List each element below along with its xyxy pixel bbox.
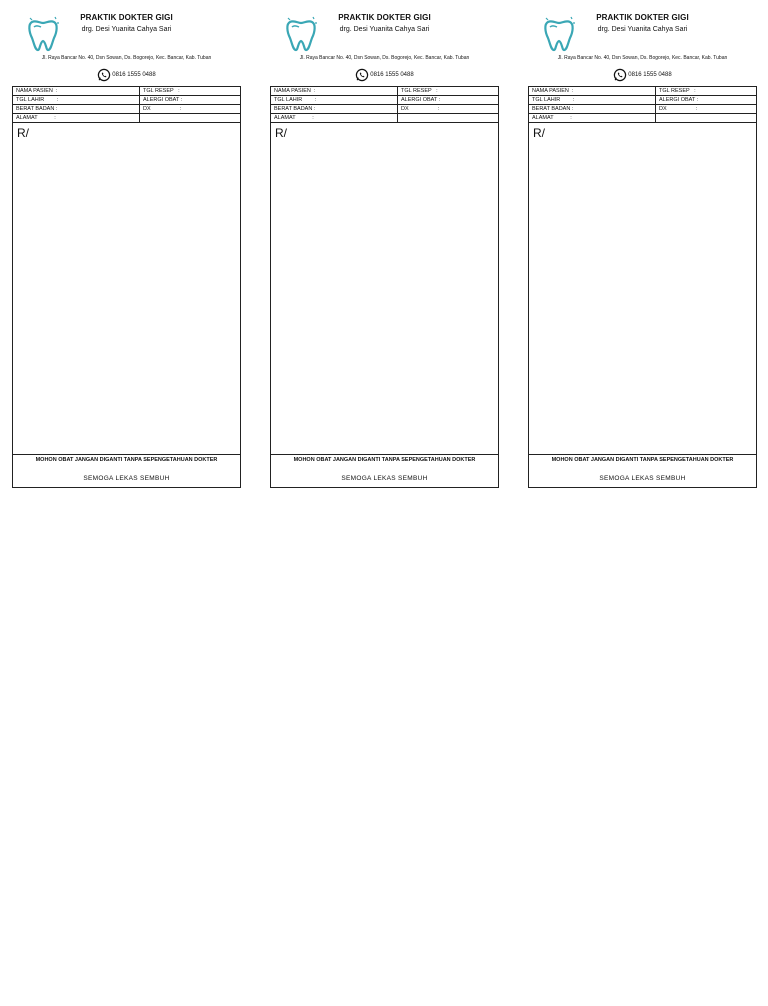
field-patient-name[interactable]: NAMA PASIEN :	[529, 87, 656, 95]
field-diagnosis[interactable]: DX :	[143, 106, 182, 112]
prescription-box	[528, 86, 757, 488]
field-drug-allergy[interactable]: ALERGI OBAT :	[143, 97, 183, 103]
practice-address: Jl. Raya Bancar No. 40, Dsn Sowan, Ds. Bogorejo, Kec. Bancar, Kab. Tuban	[557, 55, 728, 61]
sheet-header	[12, 12, 241, 86]
field-drug-allergy[interactable]: ALERGI OBAT :	[401, 97, 441, 103]
prescription-sheet	[12, 12, 241, 490]
field-row	[529, 114, 756, 123]
prescription-sheet	[528, 12, 757, 490]
sheet-header	[270, 12, 499, 86]
field-patient-name[interactable]: NAMA PASIEN :	[13, 87, 140, 95]
phone-line	[270, 68, 499, 82]
rx-symbol: R/	[17, 126, 29, 140]
field-body-weight[interactable]: BERAT BADAN :	[529, 105, 656, 113]
warning-text: MOHON OBAT JANGAN DIGANTI TANPA SEPENGETAHUAN DOKTER	[35, 457, 218, 463]
field-diagnosis[interactable]: DX :	[659, 106, 698, 112]
sheet-footer	[271, 454, 498, 490]
warning-text: MOHON OBAT JANGAN DIGANTI TANPA SEPENGETAHUAN DOKTER	[293, 457, 476, 463]
phone-number: 0816 1555 0488	[628, 72, 672, 78]
field-address[interactable]: ALAMAT :	[271, 114, 398, 122]
rx-symbol: R/	[533, 126, 545, 140]
phone-line	[528, 68, 757, 82]
field-prescription-date[interactable]: TGL RESEP :	[659, 88, 696, 94]
field-blank[interactable]	[398, 114, 498, 122]
field-row	[271, 87, 498, 96]
phone-number: 0816 1555 0488	[370, 72, 414, 78]
prescription-box	[12, 86, 241, 488]
rx-symbol: R/	[275, 126, 287, 140]
practice-title: PRAKTIK DOKTER GIGI	[596, 13, 689, 22]
field-row	[271, 105, 498, 114]
field-body-weight[interactable]: BERAT BADAN :	[13, 105, 140, 113]
field-birth-date[interactable]: TGL LAHIR :	[271, 96, 398, 104]
field-body-weight[interactable]: BERAT BADAN :	[271, 105, 398, 113]
field-prescription-date[interactable]: TGL RESEP :	[143, 88, 180, 94]
field-row	[271, 114, 498, 123]
field-blank[interactable]	[140, 114, 240, 122]
sheet-header	[528, 12, 757, 86]
doctor-name: drg. Desi Yuanita Cahya Sari	[339, 26, 430, 33]
doctor-name: drg. Desi Yuanita Cahya Sari	[597, 26, 688, 33]
field-row	[13, 96, 240, 105]
get-well-text: SEMOGA LEKAS SEMBUH	[599, 475, 686, 482]
field-drug-allergy[interactable]: ALERGI OBAT :	[659, 97, 699, 103]
get-well-text: SEMOGA LEKAS SEMBUH	[341, 475, 428, 482]
prescription-sheet	[270, 12, 499, 490]
practice-address: Jl. Raya Bancar No. 40, Dsn Sowan, Ds. Bogorejo, Kec. Bancar, Kab. Tuban	[299, 55, 470, 61]
field-row	[529, 87, 756, 96]
field-birth-date[interactable]: TGL LAHIR :	[529, 96, 656, 104]
field-row	[271, 96, 498, 105]
whatsapp-icon	[613, 68, 627, 82]
get-well-text: SEMOGA LEKAS SEMBUH	[83, 475, 170, 482]
field-row	[13, 114, 240, 123]
field-row	[529, 96, 756, 105]
field-patient-name[interactable]: NAMA PASIEN :	[271, 87, 398, 95]
sheet-footer	[529, 454, 756, 490]
warning-text: MOHON OBAT JANGAN DIGANTI TANPA SEPENGETAHUAN DOKTER	[551, 457, 734, 463]
field-row	[529, 105, 756, 114]
field-blank[interactable]	[656, 114, 756, 122]
field-birth-date[interactable]: TGL LAHIR :	[13, 96, 140, 104]
field-diagnosis[interactable]: DX :	[401, 106, 440, 112]
field-address[interactable]: ALAMAT :	[529, 114, 656, 122]
field-row	[13, 105, 240, 114]
practice-title: PRAKTIK DOKTER GIGI	[80, 13, 173, 22]
field-address[interactable]: ALAMAT :	[13, 114, 140, 122]
field-row	[13, 87, 240, 96]
doctor-name: drg. Desi Yuanita Cahya Sari	[81, 26, 172, 33]
whatsapp-icon	[355, 68, 369, 82]
whatsapp-icon	[97, 68, 111, 82]
phone-number: 0816 1555 0488	[112, 72, 156, 78]
practice-title: PRAKTIK DOKTER GIGI	[338, 13, 431, 22]
sheet-footer	[13, 454, 240, 490]
phone-line	[12, 68, 241, 82]
prescription-box	[270, 86, 499, 488]
field-prescription-date[interactable]: TGL RESEP :	[401, 88, 438, 94]
practice-address: Jl. Raya Bancar No. 40, Dsn Sowan, Ds. Bogorejo, Kec. Bancar, Kab. Tuban	[41, 55, 212, 61]
